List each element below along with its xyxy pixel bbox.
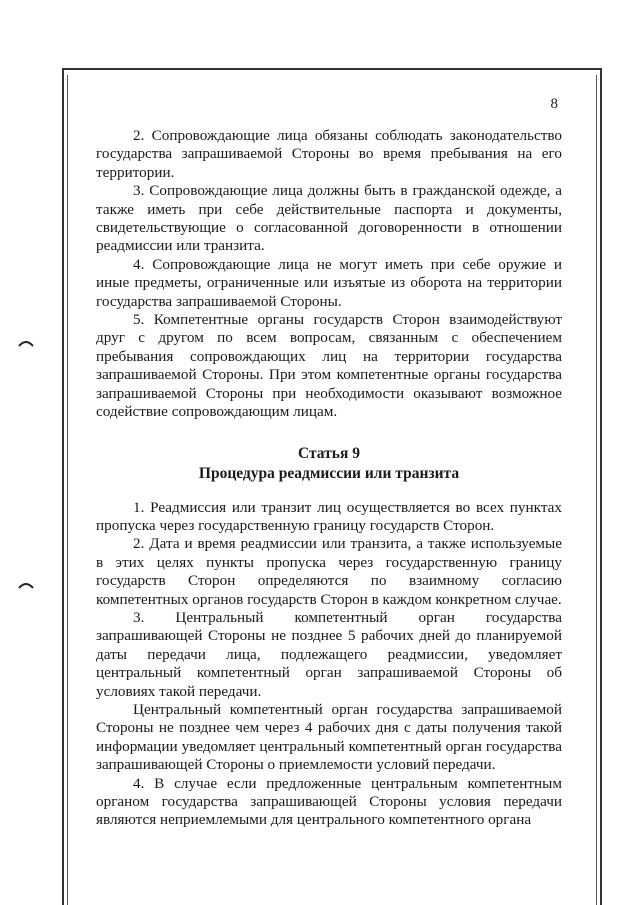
paragraph: 4. В случае если предложенные центральным компетентным органом государства запрашивающей Стороны условия передачи являются неприемлемыми для центрального компетентного органа (96, 774, 562, 829)
spacer (96, 422, 562, 444)
frame-line-left-inner (67, 75, 68, 905)
paragraph: 3. Сопровождающие лица должны быть в гражданской одежде, а также иметь при себе действительные паспорта и документы, свидетельствующие о согласованной договоренности в отношении реадмиссии или транзита. (96, 182, 562, 255)
page-number: 8 (550, 96, 558, 112)
document-body (96, 127, 562, 830)
frame-line-right-inner (596, 75, 597, 905)
paragraph: 5. Компетентные органы государств Сторон взаимодействуют друг с другом по всем вопросам, связанным с обеспечением пребывания сопровождающих лиц на территории государства запрашиваемой Стороны. При этом компетентные органы государства запрашиваемой Стороны при необходимости оказывают возможное содействие сопровождающим лицам. (96, 311, 562, 421)
paragraph: 4. Сопровождающие лица не могут иметь при себе оружие и иные предметы, ограниченные или изъятые из оборота на территории государства запрашиваемой Стороны. (96, 255, 562, 310)
article-title: Процедура реадмиссии или транзита (198, 464, 460, 482)
paragraph: Центральный компетентный орган государства запрашиваемой Стороны не позднее чем через 4 рабочих дня с даты получения такой информации уведомляет центральный компетентный орган государства запрашивающей Стороны о приемлемости условий передачи. (96, 700, 562, 774)
paragraph: 3. Центральный компетентный орган государства запрашивающей Стороны не позднее 5 рабочих дней до планируемой даты передачи лица, подлежащего реадмиссии, уведомляет центральный компетентный орган запрашиваемой Стороны об условиях такой передачи. (96, 608, 562, 700)
frame-line-top (62, 68, 602, 70)
paragraph: 2. Сопровождающие лица обязаны соблюдать законодательство государства запрашиваемой Стороны во время пребывания на его территории. (96, 127, 562, 181)
paragraph: 1. Реадмиссия или транзит лиц осуществляется во всех пунктах пропуска через государственную границу государств Сторон. (96, 498, 562, 534)
binding-hole-mark-icon (18, 338, 34, 348)
binding-hole-mark-icon (18, 580, 34, 590)
spacer (96, 484, 562, 499)
frame-line-left (62, 68, 64, 905)
frame-line-right (600, 68, 602, 905)
paragraph: 2. Дата и время реадмиссии или транзита, а также используемые в этих целях пункты пропуска через государственную границу государств Сторон определяются по взаимному согласию компетентных органов государств Сторон в каждом конкретном случае. (96, 535, 562, 608)
article-number: Статья 9 (298, 444, 360, 462)
